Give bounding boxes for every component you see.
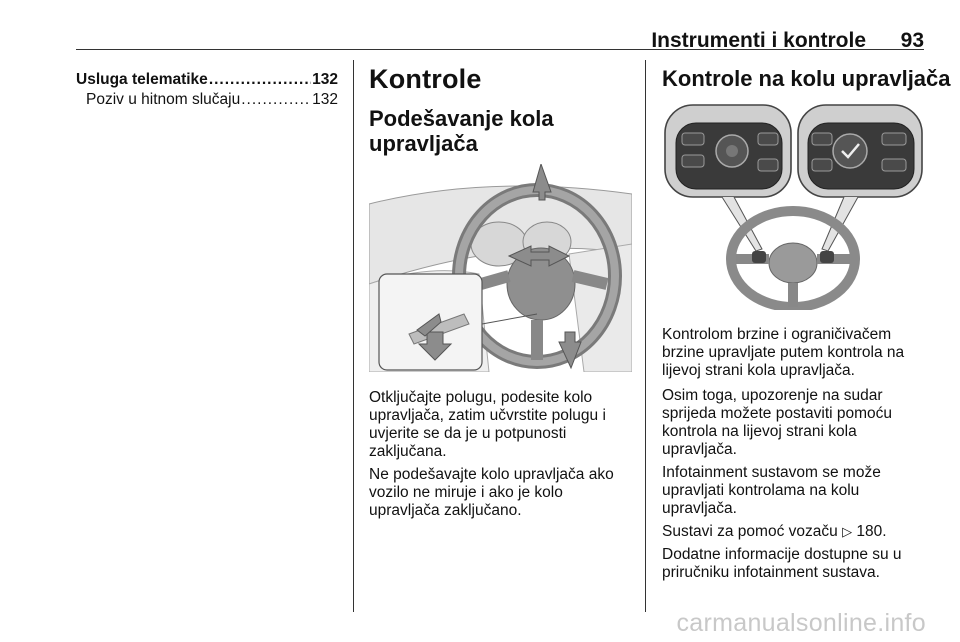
- watermark: carmanualsonline.info: [676, 609, 926, 637]
- toc-entry-emergency-call[interactable]: [76, 90, 338, 109]
- ref-text: Sustavi za pomoć vozaču: [662, 523, 838, 540]
- right-section-title: Kontrole na kolu upravljača: [662, 66, 951, 91]
- page-number: 93: [900, 29, 924, 52]
- paragraph-collision-warning: Osim toga, upozorenje na sudar sprijeda možete postaviti pomoću kontrola na lijevoj strani kola upravljača.: [662, 387, 893, 458]
- subsection-title: Podešavanje kola upravljača: [369, 106, 554, 156]
- paragraph-adjust-warning: Ne podešavajte kolo upravljača ako vozilo ne miruje i ako je kolo upravljača zaključano.: [369, 466, 614, 519]
- paragraph-cruise-control: Kontrolom brzine i ograničivačem brzine upravljate putem kontrola na lijevoj strani kola upravljača.: [662, 326, 905, 379]
- toc-entry-telematics[interactable]: [76, 70, 338, 89]
- running-header-title: Instrumenti i kontrole: [651, 29, 866, 52]
- toc-leader-dots: [241, 90, 311, 109]
- steering-adjust-figure: [369, 164, 632, 372]
- toc-entry-label: Usluga telematike: [76, 71, 208, 88]
- paragraph-infotainment: Infotainment sustavom se može upravljati kontrolama na kolu upravljača.: [662, 464, 881, 517]
- toc-entry-page: 132: [312, 71, 338, 88]
- ref-page-link[interactable]: 180.: [856, 523, 887, 540]
- toc-leader-dots: [209, 70, 311, 89]
- page-reference-arrow-icon: ▷: [842, 524, 853, 539]
- column-divider-right: [645, 60, 646, 612]
- section-title: Kontrole: [369, 64, 482, 94]
- toc-entry-page: 132: [312, 91, 338, 108]
- paragraph-adjust-steps: Otključajte polugu, podesite kolo upravljača, zatim učvrstite polugu i uvjerite se da je u potpunosti zaključana.: [369, 389, 606, 460]
- header-rule: [76, 49, 924, 50]
- paragraph-more-info: Dodatne informacije dostupne su u priručniku infotainment sustava.: [662, 546, 902, 581]
- paragraph-driver-assist-ref: [662, 523, 928, 541]
- column-divider-left: [353, 60, 354, 612]
- steering-wheel-controls-figure: [662, 103, 924, 310]
- toc-entry-label: Poziv u hitnom slučaju: [86, 91, 241, 108]
